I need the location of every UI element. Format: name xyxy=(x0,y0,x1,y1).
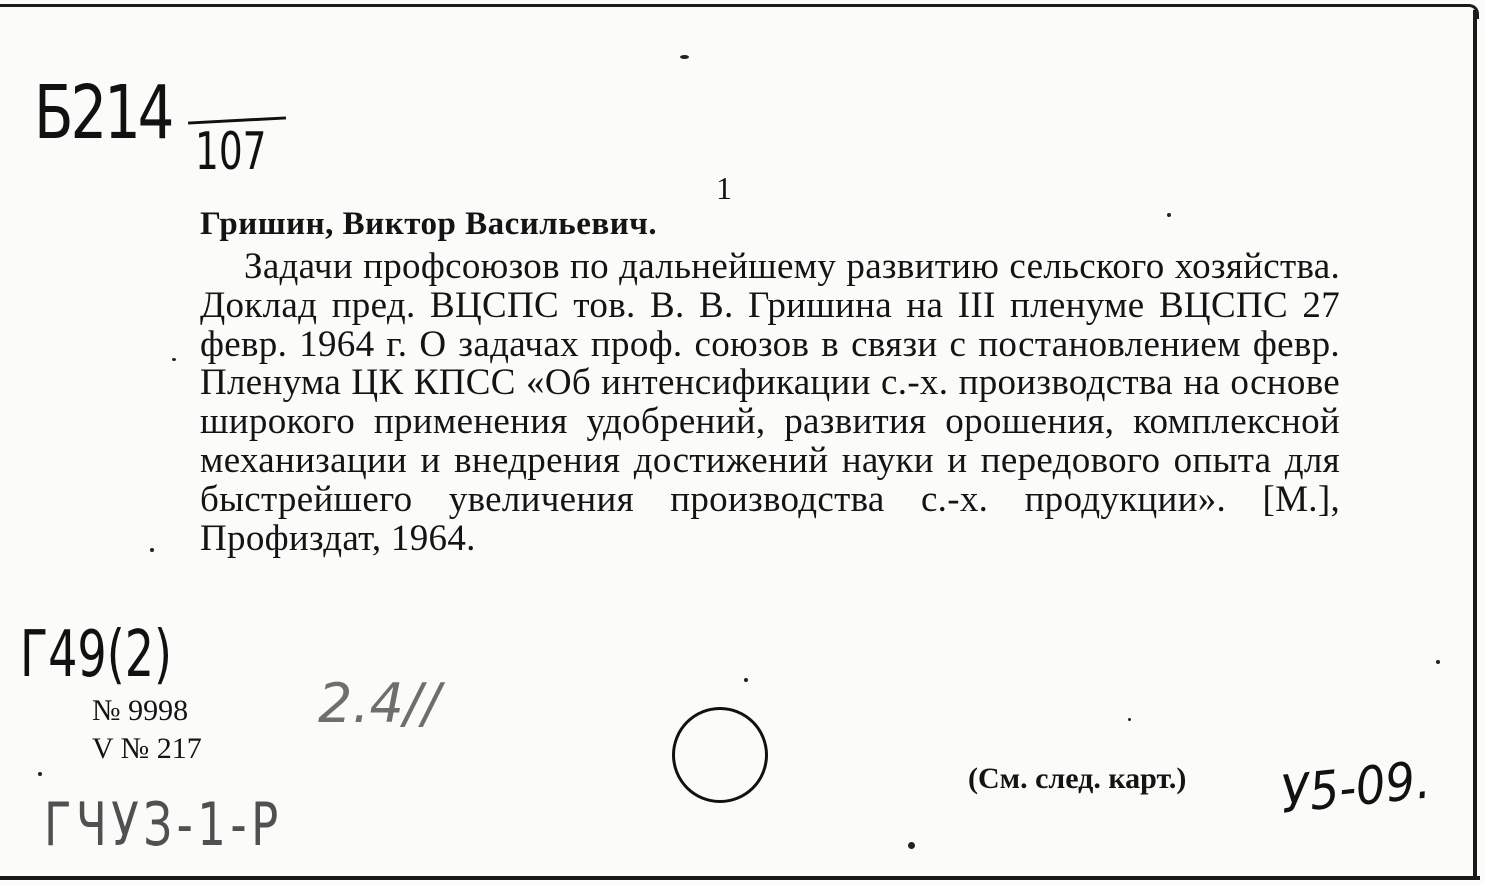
speck xyxy=(744,678,748,682)
card-punch-hole xyxy=(672,707,768,803)
card-border-top xyxy=(0,4,1470,7)
bibliographic-description: Задачи профсоюзов по дальнейшему развитию сельского хозяйства. Доклад пред. ВЦСПС тов. В. В. Гришина на III пленуме ВЦСПС 27 февр. 1964 г. О задачах проф. союзов в связи с постановлением февр. Пленума ЦК КПСС «Об интенсификации с.-х. производства на основе широкого применения удобрений, развития орошения, комплексной механизации и внедрения достижений науки и передового опыта для быстрейшего увеличения производства с.-х. продукции». [М.], Профиздат, 1964. xyxy=(200,246,1340,559)
speck xyxy=(1128,718,1131,721)
card-border-bottom xyxy=(0,876,1480,880)
shelf-subcode-handwritten: 107 xyxy=(195,122,267,182)
inventory-number: № 9998 xyxy=(92,694,189,727)
speck xyxy=(172,358,176,361)
speck xyxy=(908,842,915,849)
speck xyxy=(1436,660,1440,664)
speck xyxy=(38,772,42,776)
date-mark-handwritten: У5-09. xyxy=(1278,750,1434,826)
classification-code-handwritten: Г49(2) xyxy=(20,618,173,692)
card-corner xyxy=(1464,4,1479,19)
see-next-card-note: (См. след. карт.) xyxy=(968,762,1187,795)
author-heading: Гришин, Виктор Васильевич. xyxy=(200,206,658,242)
speck xyxy=(1167,213,1171,217)
card-border-right xyxy=(1473,10,1477,880)
speck xyxy=(680,55,689,59)
pencil-scribble: 2.4// xyxy=(318,672,441,735)
card-number: 1 xyxy=(716,170,732,206)
stamped-code: ГЧУЗ-1-Р xyxy=(44,790,283,860)
speck xyxy=(150,548,154,552)
inventory-number-secondary: V № 217 xyxy=(92,732,202,765)
shelf-code-handwritten: Б214 xyxy=(34,70,172,156)
